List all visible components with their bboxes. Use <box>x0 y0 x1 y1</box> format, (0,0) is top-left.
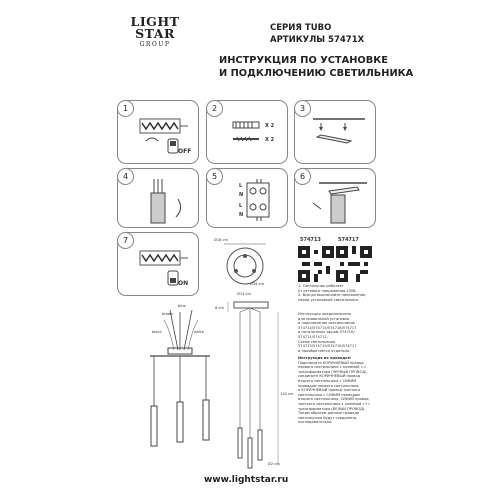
off-label: OFF <box>178 148 192 155</box>
info-line: и приобретается отдельно. <box>298 348 351 353</box>
wiring-line: третьего светильника с клеммой «+» <box>298 401 370 406</box>
step-6-panel <box>294 168 376 228</box>
step-number: 2 <box>206 100 223 117</box>
logo-line1: LIGHT <box>130 14 180 29</box>
ceiling-rose-top-view <box>210 238 280 296</box>
qr-code-574717 <box>336 246 372 282</box>
wiring-line: соедините КОРИЧНЕВЫЙ провод <box>298 374 361 379</box>
wiring-line: последовательно. <box>298 420 333 425</box>
article-numbers: АРТИКУЛЫ 57471X <box>270 35 365 45</box>
dimension-drawing <box>220 296 296 476</box>
on-label: ON <box>178 280 189 287</box>
step-3-panel <box>294 100 376 164</box>
series-name: СЕРИЯ TUBO <box>270 23 332 33</box>
wiring-line: второго светильника с СИНИМ <box>298 378 357 383</box>
wiring-line: светильника будут соединены <box>298 415 357 420</box>
terminal-l-top: L <box>239 183 243 189</box>
note-line: перед установкой светильника. <box>298 297 359 302</box>
step-5-panel <box>206 168 288 228</box>
info-line: для правильной установки <box>298 316 350 321</box>
rose-diameter-label: Ø34 cm <box>250 282 265 286</box>
terminal-n-top: N <box>239 192 244 198</box>
dowel-and-screw-icon <box>231 119 265 149</box>
article-574713: 574713 <box>300 237 321 243</box>
cup-diameter-label: Ø13 cm <box>237 292 252 296</box>
safety-notes <box>298 284 366 302</box>
wire-label-blue: blue <box>178 304 186 308</box>
wiring-line: Таким образом данные провода <box>298 411 360 416</box>
step-number: 7 <box>117 232 134 249</box>
terminal-n-bottom: N <box>239 212 244 218</box>
step-1-panel <box>117 100 199 164</box>
wire-label-black: black <box>152 330 162 334</box>
step-number: 6 <box>294 168 311 185</box>
wiring-line: трансформатора (ЧЕРНЫЙ ПРОВОД), <box>298 369 368 374</box>
quantity-screws: X 2 <box>265 137 275 143</box>
wiring-heading: Инструкция по проводке: <box>298 356 352 360</box>
info-line: и потолочным чашам 574710/ <box>298 330 355 335</box>
step-number: 3 <box>294 100 311 117</box>
step-2-panel <box>206 100 288 164</box>
page-title <box>219 54 413 80</box>
wiring-line: светильника с СИНИМ проводом <box>298 392 360 397</box>
wire-label-white: white <box>194 330 204 334</box>
wiring-diagram <box>140 300 220 460</box>
info-line: 574713/574715/574716/574717 <box>298 325 357 330</box>
wiring-line: второго светильника. СИНИЙ провод <box>298 397 369 402</box>
wiring-line: проводом первого светильника, <box>298 383 360 388</box>
logo-line3: GROUP <box>139 41 171 48</box>
note-line: 2. Всегда выключайте напряжение, <box>298 293 367 298</box>
note-line: 1. Светильник работает <box>298 284 344 288</box>
step-number: 1 <box>117 100 134 117</box>
tube-diameter-label: Ø2 cm <box>268 462 280 466</box>
step-number: 5 <box>206 168 223 185</box>
cup-height-label: 8 cm <box>215 306 224 310</box>
brand-logo <box>125 16 185 49</box>
article-574717: 574717 <box>338 237 359 243</box>
qr-code-574713 <box>298 246 334 282</box>
wiring-line: трансформатора (БЕЛЫЙ ПРОВОД). <box>298 406 366 411</box>
quantity-dowels: X 2 <box>265 123 275 129</box>
note-line: от сетевого напряжения 230В. <box>298 288 357 293</box>
step-7-panel <box>117 232 199 296</box>
wiring-instructions <box>298 356 378 425</box>
step-number: 4 <box>117 168 134 185</box>
info-block <box>298 312 378 353</box>
wiring-line: а КОРИЧНЕВЫЙ провод третьего <box>298 388 361 393</box>
wiring-line: Подключите КОРИЧНЕВЫЙ провод <box>298 360 364 365</box>
title-line1: ИНСТРУКЦИЯ ПО УСТАНОВКЕ <box>219 55 388 66</box>
top-diameter-label: Ø18 cm <box>214 238 229 242</box>
website-url[interactable]: www.lightstar.ru <box>204 475 289 485</box>
info-line: Схема светильника <box>298 339 336 344</box>
wiring-line: первого светильника с клеммой «-» <box>298 365 367 370</box>
series-block <box>270 22 364 46</box>
info-line: 574711/574712. <box>298 334 328 339</box>
info-line: Инструкция предназначена <box>298 312 351 316</box>
wire-label-brown: brown <box>162 312 174 316</box>
step-4-panel <box>117 168 199 228</box>
title-line2: И ПОДКЛЮЧЕНИЮ СВЕТИЛЬНИКА <box>219 68 414 79</box>
info-line: и подключения светильников <box>298 321 355 326</box>
info-line: 574713/574715/574716/574717 <box>298 344 357 349</box>
height-label: 130 cm <box>280 392 294 396</box>
logo-line2: STAR <box>135 26 175 41</box>
terminal-l-bottom: L <box>239 203 243 209</box>
